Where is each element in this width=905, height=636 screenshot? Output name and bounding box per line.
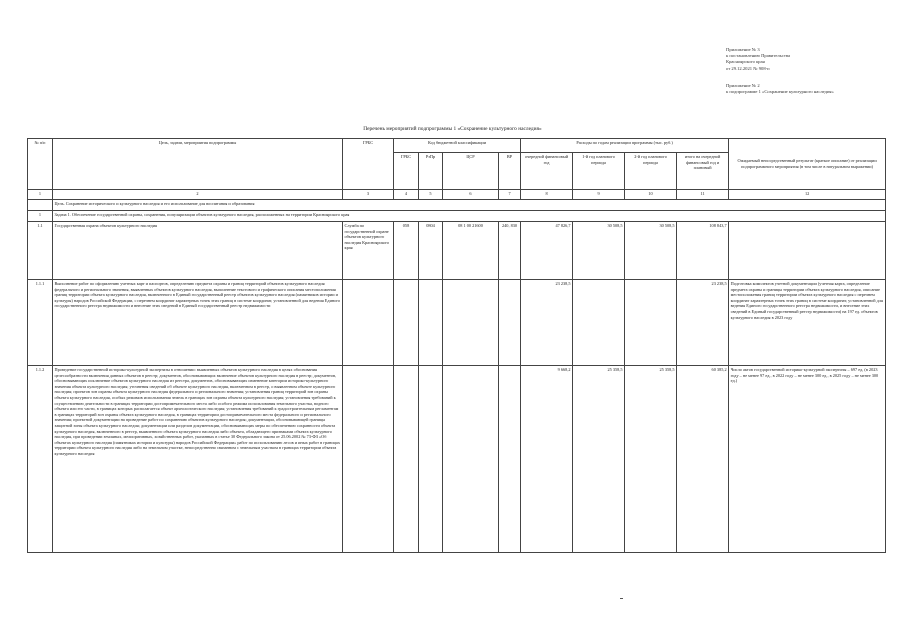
column-number: 7 — [499, 190, 521, 200]
row-year1: 23 238,5 — [521, 280, 573, 366]
row-csr: 08 1 00 21600 — [443, 222, 499, 280]
column-number: 10 — [625, 190, 677, 200]
row-text: Проведение государственной историко-культурной экспертизы в отношении: выявленных объектов культурного наследия в целях обоснования целесообразности включения данных объектов в реестр; документов, обосновывающих включение объектов культурного наследия в реестр; документов, обосновывающих исключение объектов культурного наследия из реестра, документов, обосновывающих изменение категории историко-культурного значения объекта культурного наследия; уточнения сведений об объекте культурного наследия, включенном в реестр, о выявленном объекте культурного наследия; проектов зон охраны объекта культурного наследия федерального и регионального значения; установления границ территорий зон охраны объекта культурного наследия, особых режимов использования земель в границах зон охраны объекта культурного наследия; установления требований к осуществлению деятельности в границах территории достопримечательного места либо особого режима использования земельного участка, водного объекта или его части, в границах которых располагается объект археологического наследия; установления требований к градостроительным регламентам в границах территорий зон охраны объекта культурного наследия, в границах территории достопримечательного места федерального и регионального значения; проектной документации на проведение работ по сохранению объектов культурного наследия; документации, обосновывающей границы защитной зоны объекта культурного наследия; документации или разделов документации, обосновывающих меры по обеспечению сохранности объекта культурного наследия, включенного в реестр, выявленного объекта культурного наследия либо объекта, обладающего признаками объекта культурного наследия, при проведении земляных, мелиоративных, хозяйственных работ, указанных в статье 30 Федерального закона от 25.06.2002 № 73-ФЗ «Об объектах культурного наследия (памятниках истории и культуры) народов Российской Федерации» работ по использованию лесов и иных работ в границах территории объекта культурного наследия либо на земельном участке, непосредственно связанном с земельным участком в границах территории объекта культурного наследия — [53, 366, 343, 553]
document-title: Перечень мероприятий подпрограммы 1 «Сохранение культурного наследия» — [363, 126, 542, 132]
header-sub-year2: 1-й год планового периода — [573, 153, 625, 190]
header-sub-total: итого на очередной финансовый год и плановый — [677, 153, 729, 190]
row-grbs-name: Служба по государственной охране объектов культурного наследия Красноярского края — [343, 222, 394, 280]
appendix-2-line: Приложение № 2 — [726, 83, 760, 88]
header-num: № п/п — [28, 139, 53, 190]
row-vr — [499, 280, 521, 366]
row-code-grbs — [394, 280, 419, 366]
row-num: 1.1 — [28, 222, 53, 280]
header-sub-rzpr: РзПр — [419, 153, 443, 190]
header-sub-grbs: ГРБС — [394, 153, 419, 190]
header-row — [28, 139, 886, 153]
row-year2 — [573, 280, 625, 366]
row-csr — [443, 280, 499, 366]
header-sub-year1: очередной финансовый год — [521, 153, 573, 190]
goal-text: Цель. Сохранение исторического и культурного наследия и его использование для воспитания и образования — [53, 200, 886, 211]
row-year1: 9 668,2 — [521, 366, 573, 553]
column-number: 3 — [343, 190, 394, 200]
appendix-3-line: от 29.12.2021 № 908-п — [726, 65, 770, 71]
row-vr: 240, 830 — [499, 222, 521, 280]
column-number: 4 — [394, 190, 419, 200]
row-text: Выполнение работ по оформлению учетных карт и паспортов, определению предмета охраны и границ территорий объектов культурного наследия федерального и регионального значения, выявленных объектов культурного наследия, выполнение текстового и графического описания местоположения границ территории объекта культурного наследия, включенного в Единый государственный реестр объектов культурного наследия (памятников истории и культуры) народов Российской Федерации, с перечнем координат характерных точек этих границ в системе координат, установленной для ведения Единого государственного реестра недвижимости и внесение этих сведений в Единый государственный реестр недвижимости — [53, 280, 343, 366]
row-total: 108 843,7 — [677, 222, 729, 280]
row-rzpr — [419, 366, 443, 553]
column-number: 1 — [28, 190, 53, 200]
column-number: 11 — [677, 190, 729, 200]
header-goal: Цель, задачи, мероприятия подпрограммы — [53, 139, 343, 190]
header-sub-year3: 2-й год планового периода — [625, 153, 677, 190]
row-total: 23 238,5 — [677, 280, 729, 366]
appendix-3-heading — [726, 47, 790, 72]
measures-table — [27, 138, 886, 553]
table-row — [28, 366, 886, 553]
appendix-2-line: к подпрограмме 1 «Сохранение культурного наследия» — [726, 89, 834, 95]
task-num: 1 — [28, 211, 53, 222]
header-result: Ожидаемый непосредственный результат (краткое описание) от реализации подпрограммного мероприятия (в том числе в натуральном выражении) — [729, 139, 886, 190]
header-budget-code: Код бюджетной классификации — [394, 139, 521, 153]
row-year3: 30 508,5 — [625, 222, 677, 280]
header-grbs: ГРБС — [343, 139, 394, 190]
column-number: 9 — [573, 190, 625, 200]
row-year2: 25 358,5 — [573, 366, 625, 553]
column-number-row — [28, 190, 886, 200]
appendix-3-line: к постановлению Правительства — [726, 53, 790, 59]
header-sub-vr: ВР — [499, 153, 521, 190]
table-row — [28, 280, 886, 366]
task-row — [28, 211, 886, 222]
header-expenses: Расходы по годам реализации программы (тыс. руб.) — [521, 139, 729, 153]
column-number: 12 — [729, 190, 886, 200]
row-total: 60 385,2 — [677, 366, 729, 553]
header-sub-csr: ЦСР — [443, 153, 499, 190]
row-num: 1.1.1 — [28, 280, 53, 366]
column-number: 6 — [443, 190, 499, 200]
row-csr — [443, 366, 499, 553]
row-result — [729, 222, 886, 280]
goal-num-cell — [28, 200, 53, 211]
row-grbs-name — [343, 366, 394, 553]
appendix-2-heading — [726, 83, 834, 95]
column-number: 8 — [521, 190, 573, 200]
appendix-3-line: Красноярского края — [726, 59, 765, 65]
column-number: 2 — [53, 190, 343, 200]
row-text: Государственная охрана объектов культурного наследия — [53, 222, 343, 280]
column-number: 5 — [419, 190, 443, 200]
row-rzpr — [419, 280, 443, 366]
table-row — [28, 222, 886, 280]
goal-row — [28, 200, 886, 211]
row-year1: 47 826,7 — [521, 222, 573, 280]
row-year3: 25 358,5 — [625, 366, 677, 553]
appendix-3-line: Приложение № 3 — [726, 47, 760, 52]
row-grbs-name — [343, 280, 394, 366]
row-rzpr: 0804 — [419, 222, 443, 280]
task-text: Задача 1. Обеспечение государственной охраны, сохранения, популяризации объектов культурного наследия, расположенных на территории Красноярского края — [53, 211, 886, 222]
row-result: Число актов государственной историко-культурной экспертизы – 697 ед. (в 2023 году – не менее 97 ед., в 2022 году – не менее 300 ед., в 2025 году – не менее 300 ед.) — [729, 366, 886, 553]
scan-dot — [620, 598, 623, 599]
row-year3 — [625, 280, 677, 366]
row-code-grbs: 058 — [394, 222, 419, 280]
row-code-grbs — [394, 366, 419, 553]
row-result: Подготовка комплектов учетной документации (учетная карта, определение предмета охраны и границы территории объекта культурного наследия, описание местоположения границ территории объекта культурного наследия с перечнем координат характерных точек этих границ в системе координат, установленной для ведения Единого государственного реестра недвижимости, и внесение этих сведений в Единый государственный реестр недвижимости) на 197 ед. объектов культурного наследия в 2023 году — [729, 280, 886, 366]
row-year2: 30 508,5 — [573, 222, 625, 280]
row-vr — [499, 366, 521, 553]
row-num: 1.1.2 — [28, 366, 53, 553]
